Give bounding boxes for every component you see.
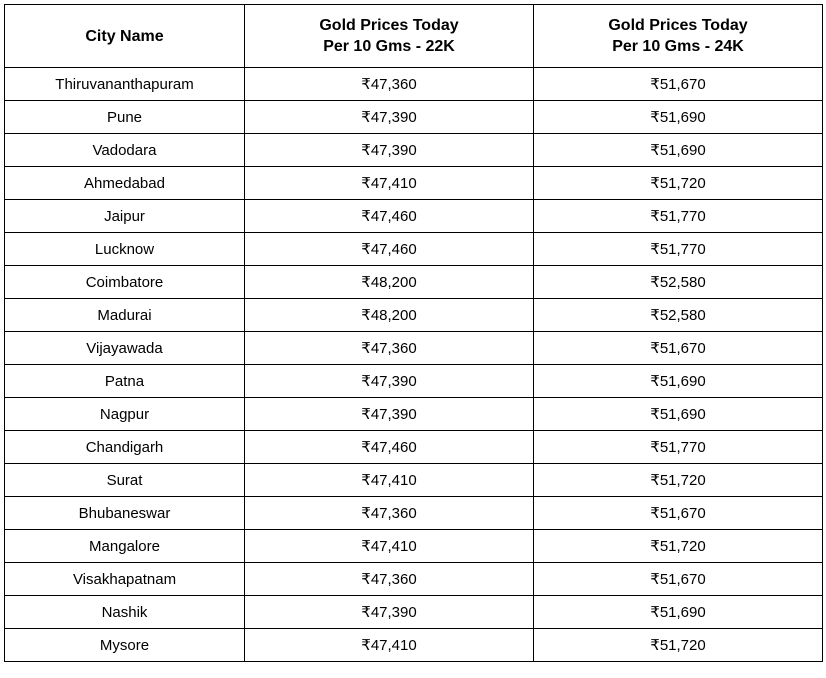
table-row [5, 134, 823, 167]
table-row [5, 200, 823, 233]
table-row [5, 233, 823, 266]
table-row [5, 530, 823, 563]
cell-city: Bhubaneswar [5, 497, 245, 530]
cell-price-24k: ₹51,670 [534, 68, 823, 101]
table-row [5, 365, 823, 398]
cell-price-22k: ₹47,410 [245, 629, 534, 662]
table-row [5, 464, 823, 497]
gold-price-table [4, 4, 823, 662]
cell-price-24k: ₹51,720 [534, 464, 823, 497]
cell-price-24k: ₹51,720 [534, 530, 823, 563]
cell-price-24k: ₹51,770 [534, 233, 823, 266]
cell-price-24k: ₹51,670 [534, 497, 823, 530]
cell-price-24k: ₹51,670 [534, 332, 823, 365]
cell-city: Surat [5, 464, 245, 497]
cell-price-24k: ₹51,690 [534, 101, 823, 134]
cell-price-22k: ₹47,360 [245, 497, 534, 530]
cell-city: Pune [5, 101, 245, 134]
cell-price-22k: ₹47,360 [245, 563, 534, 596]
cell-price-24k: ₹51,770 [534, 431, 823, 464]
column-header-22k-line2: Per 10 Gms - 22K [323, 38, 455, 56]
table-row [5, 299, 823, 332]
table-row [5, 68, 823, 101]
cell-city: Vadodara [5, 134, 245, 167]
cell-city: Madurai [5, 299, 245, 332]
cell-city: Patna [5, 365, 245, 398]
cell-price-22k: ₹47,390 [245, 134, 534, 167]
table-row [5, 266, 823, 299]
cell-city: Mysore [5, 629, 245, 662]
cell-price-22k: ₹47,410 [245, 167, 534, 200]
cell-city: Chandigarh [5, 431, 245, 464]
cell-price-24k: ₹52,580 [534, 266, 823, 299]
cell-city: Nashik [5, 596, 245, 629]
cell-price-22k: ₹47,360 [245, 68, 534, 101]
column-header-city [5, 5, 245, 68]
cell-price-24k: ₹51,720 [534, 167, 823, 200]
table-row [5, 629, 823, 662]
cell-price-22k: ₹47,410 [245, 464, 534, 497]
cell-price-24k: ₹51,690 [534, 134, 823, 167]
column-header-22k-line1: Gold Prices Today [319, 17, 459, 34]
table-row [5, 563, 823, 596]
cell-price-22k: ₹47,410 [245, 530, 534, 563]
table-row [5, 431, 823, 464]
cell-city: Mangalore [5, 530, 245, 563]
cell-price-22k: ₹47,390 [245, 398, 534, 431]
cell-city: Lucknow [5, 233, 245, 266]
cell-price-24k: ₹51,690 [534, 398, 823, 431]
table-row [5, 398, 823, 431]
cell-price-24k: ₹51,670 [534, 563, 823, 596]
table-row [5, 497, 823, 530]
table-row [5, 167, 823, 200]
column-header-24k [534, 5, 823, 68]
cell-price-24k: ₹51,690 [534, 596, 823, 629]
cell-price-22k: ₹47,460 [245, 200, 534, 233]
cell-price-22k: ₹47,360 [245, 332, 534, 365]
cell-price-22k: ₹47,390 [245, 101, 534, 134]
column-header-city-line1: City Name [85, 27, 164, 45]
cell-price-22k: ₹48,200 [245, 299, 534, 332]
cell-price-22k: ₹47,460 [245, 431, 534, 464]
cell-city: Thiruvananthapuram [5, 68, 245, 101]
cell-price-22k: ₹47,390 [245, 365, 534, 398]
cell-city: Vijayawada [5, 332, 245, 365]
column-header-22k [245, 5, 534, 68]
cell-city: Coimbatore [5, 266, 245, 299]
cell-price-24k: ₹51,720 [534, 629, 823, 662]
table-row [5, 332, 823, 365]
table-header [5, 5, 823, 68]
cell-city: Ahmedabad [5, 167, 245, 200]
cell-price-22k: ₹47,460 [245, 233, 534, 266]
cell-price-22k: ₹47,390 [245, 596, 534, 629]
column-header-24k-line2: Per 10 Gms - 24K [612, 38, 744, 56]
table-header-row [5, 5, 823, 68]
cell-city: Visakhapatnam [5, 563, 245, 596]
table-row [5, 596, 823, 629]
cell-price-24k: ₹51,770 [534, 200, 823, 233]
table-body [5, 68, 823, 662]
table-row [5, 101, 823, 134]
column-header-24k-line1: Gold Prices Today [608, 17, 748, 34]
cell-city: Jaipur [5, 200, 245, 233]
cell-price-22k: ₹48,200 [245, 266, 534, 299]
cell-city: Nagpur [5, 398, 245, 431]
cell-price-24k: ₹51,690 [534, 365, 823, 398]
cell-price-24k: ₹52,580 [534, 299, 823, 332]
